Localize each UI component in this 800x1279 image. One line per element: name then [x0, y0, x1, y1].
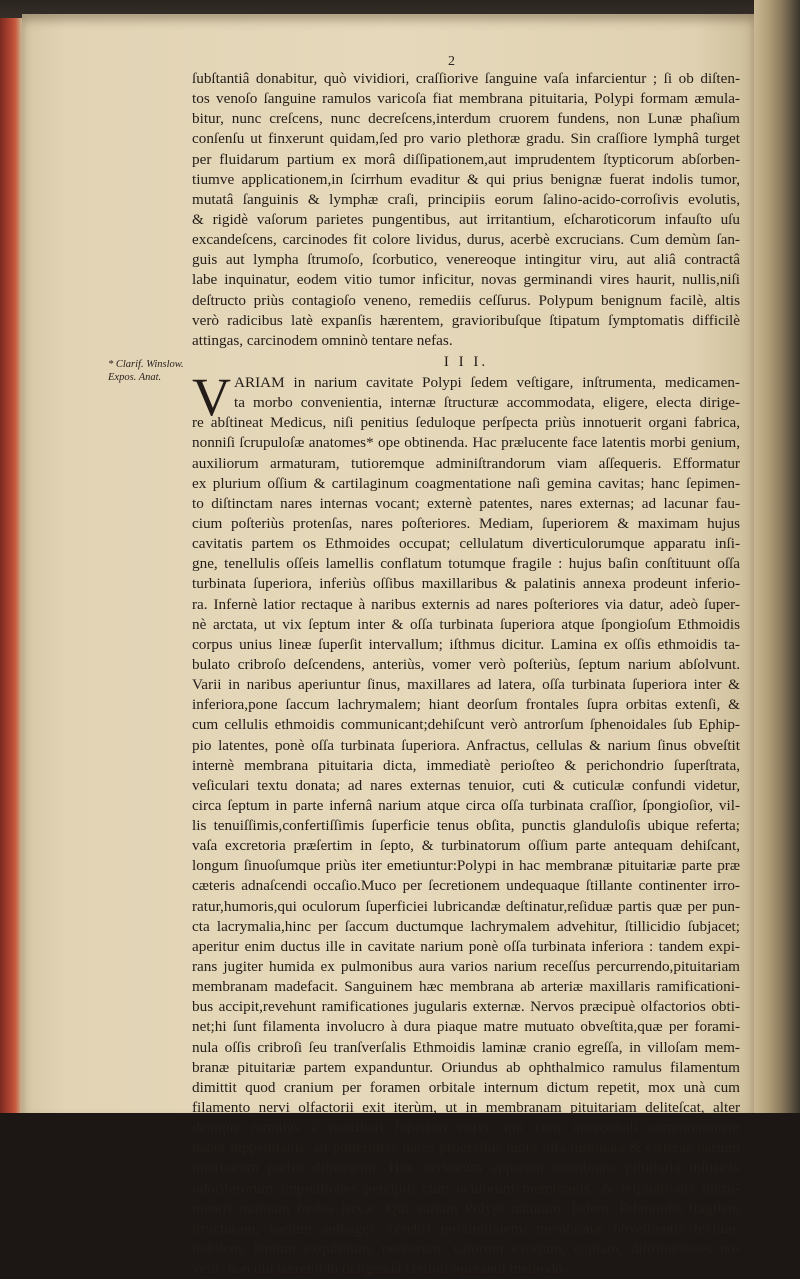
text-line: auxiliorum armaturam, tutioremque adminiſtrandorum viam aſſequeris. Efformatur [192, 454, 740, 472]
text-line: verit, non diu hærebit in deligendâ certiori operandi methodo. [192, 1260, 567, 1278]
text-line: aperitur enim ductus ille in cavitate narium ponè oſſa turbinata inferiora : tandem expi- [192, 937, 740, 955]
text-line: attingas, carcinodem omninò tentare nefas. [192, 331, 453, 349]
text-line: net;hi ſunt filamenta involucro à dura piaque matre mutuato obveſtita,quæ per forami- [192, 1018, 740, 1036]
text-line: per fluidarum partium ex morâ diſſipationem,aut imprudentem ſtypticorum abſorben- [192, 150, 740, 168]
text-line: membranam madefacit. Sanguinem hæc membrana ab arteriæ maxillaris ramificationi- [192, 978, 740, 996]
book-page [22, 14, 754, 1278]
text-line: tos venoſo ſanguine ramulos varicoſa fiat membrana pituitaria, Polypi formam æmula- [192, 90, 740, 108]
text-line: ratur,humoris,qui oculorum ſuperficiei lubricandæ deſtinatur,reſiduæ partis quæ per pun- [192, 897, 740, 915]
text-line: circa ſeptum in parte infernâ narium atque circa oſſa turbinata craſſior, ſpongioſior, vil- [192, 796, 740, 814]
text-line: gne, tenellulis oſſeis lamellis conflatum totumque fragile : hujus baſin conſtituunt oſſa [192, 555, 740, 573]
text-line: ARIAM in narium cavitate Polypi ſedem veſtigare, inſtrumenta, medicamen- [234, 373, 740, 391]
right-page-edge [754, 0, 800, 1113]
text-line: labe inquinatur, eodem vitio tumor inficitur, novas germinandi vires haurit, nullis,niſi [192, 271, 740, 289]
text-line: bitur, nunc creſcens, nunc decreſcens,interdum cruorem fundens, non Lunæ phaſium [192, 110, 740, 128]
text-line: re abſtineat Medicus, niſi penitius ſeduloque perſpecta priùs innotuerit organi fabrica, [192, 414, 740, 432]
text-line: corpus unius lineæ ſuperſit intervallum; iſthmus dicitur. Lamina ex oſſis ethmoidis ta- [192, 635, 740, 653]
text-line: cæteris adnaſcendi occaſio.Muco per ſecretionem undequaque ſtillante continenter irro- [192, 877, 740, 895]
text-line: inferiora,pone ſaccum lachrymalem; hiant deorſum frontales ſupra orbitas extenſi, & [192, 696, 740, 714]
text-line: veſiculari textu donata; ad nares externas tenuior, cuti & cuticulæ confundi videtur, [192, 776, 740, 794]
text-line: odoriferorum impreſſiones percipit, cum oculorum membranis, & reſpirationis inſtru- [192, 1179, 740, 1197]
text-line: vaſa excretoria præſertim in ſepto, & turbinatorum oſſium parte antequam dehiſcant, [192, 837, 740, 855]
text-line: deſtructo priùs contagioſo veneno, remediis ceſſurus. Polypum benignum facilè, altis [192, 291, 740, 309]
left-page-edge [0, 18, 22, 1113]
text-line: cum cellulis ethmoidis communicant;dehiſcunt verò antrorſum ſphenoidales ſub Ephip- [192, 716, 740, 734]
margin-note-line-1: * Clarif. Winslow. [108, 359, 184, 370]
margin-note [108, 358, 194, 384]
text-line: filamento nervi olfactorii exit iterùm, ut in membranam pituitariam deliteſcat, alter [192, 1099, 740, 1117]
body-text [192, 69, 740, 1279]
text-line: indolem, ſenſum exquiſitum, nervorum, vaſorum exortum, copiam, diſtributiones no- [192, 1240, 740, 1258]
text-line: ex plurium oſſium & cartilaginum coagmentatione naſi gemina cavitas; hanc ſepimen- [192, 474, 740, 492]
text-line: tiumve applicationem,in ſcirrhum evaditur & qui prius benignæ fuerat indolis tumor, [192, 170, 740, 188]
text-line: rans jugiter humida ex pulmonibus aura varios narium receſſus percurrendo,pituitariam [192, 958, 740, 976]
section-heading: I I I. [443, 353, 489, 370]
text-line: turbinata ſuperiora, inferiùs oſſibus maxillaribus & palatinis annexa prodeunt inferio- [192, 575, 740, 593]
section-body [192, 413, 740, 1279]
text-line: ra. Infernè latior rectaque à naribus externis ad nares poſteriores via datur, adeò ſuper- [192, 595, 740, 613]
text-line: guis aut lympha ſtrumoſo, ſcorbutico, venereoque intingitur viru, aut aliâ contractâ [192, 251, 740, 269]
text-line: branæ pituitariæ partem expanduntur. Oriundus ab ophthalmico ramulus filamentum [192, 1058, 740, 1076]
text-line: dimittit quod cranium per foramen orbitale internum dictum repetit, mox unà cum [192, 1078, 740, 1096]
text-line: excandeſcens, carcinodes fit colore lividus, durus, acerbè excrucians. Cum demùm ſan- [192, 231, 740, 249]
text-line: to diſtinctam nares internas vocant; externè patentes, nares externas; ad lacunar fau- [192, 494, 740, 512]
dropcap-lines [192, 373, 740, 413]
text-line: cavitatis partem os Ethmoides occupat; cellulatum diverticulorumque apparatu inſi- [192, 535, 740, 553]
drop-cap: V [192, 366, 231, 427]
text-line: internè membrana pituitaria dicta, immediatè perioſteo & perichondrio ſuperſtrata, [192, 756, 740, 774]
text-line: mutatâ ſanguinis & lymphæ craſi, principiis eorum ſalino-acido-corroſivis evolutis, [192, 190, 740, 208]
text-line: habet ſuppeditatus, ad poſteriores nares progreſſus ſupra oſſa turbinata & cæteras narium [192, 1139, 740, 1157]
text-line: bulato cribroſo deſcendens, anteriùs, vomer verò poſteriùs, ſeptum narium abſolvunt. [192, 655, 740, 673]
text-line: verò radicibus latè expanſis hærentem, gravioribuſque ſtipatum ſymptomatis difficilè [192, 311, 740, 329]
text-line: nè arctata, ut vix ſeptum inter & oſſa turbinata ſuperiora atque ſpongioſum Ethmoidis [192, 615, 740, 633]
margin-note-line-2: Expos. Anat. [108, 372, 162, 383]
text-line: & rigidè vaſorum parietes pungentibus, aut irritantium, eſcharoticorum infauſto uſu [192, 210, 740, 228]
text-line: cta lacrymalia,hinc per ſaccum ductumque lachrymalem advehitur, ſtillicidio ſubjacet; [192, 917, 740, 935]
text-line: ſubſtantiâ donabitur, quò vividiori, craſſiorive ſanguine vaſa infarcientur ; ſi ob diſten- [192, 70, 740, 87]
text-line: lis tenuiſſimis,confertiſſimis ſuperficie tenus obſita, punctis glanduloſis ubique referta; [192, 817, 740, 835]
page-number: 2 [448, 54, 455, 69]
text-line: Varii in naribus aperiuntur ſinus, maxillares ad latera, oſſa turbinata ſuperiora inter & [192, 676, 740, 694]
text-line: bus accipit,revehunt ramificationes jugularis externæ. Nervos præcipuè olfactorios obti- [192, 998, 740, 1016]
text-line: cium poſteriùs protenſas, nares poſteriores. Mediam, ſuperiorem & maximam hujus [192, 514, 740, 532]
text-line: pio latentes, ponè oſſa turbinata ſuperiora. Anfractus, cellulas & narium ſinus obveſtit [192, 736, 740, 754]
text-line: internarum partes diſpergitur. Hoc nervorum apparatu membrana pituitaria inſtructa [192, 1159, 740, 1177]
text-line: ſtructuram, narium ambages, cerebri proximitatem, membranæ obveſtientis textum, [192, 1219, 740, 1237]
text-line: nula oſſis cribroſi ſeu tranſverſalis Ethmoidis laminæ cranio egreſſa, in villoſam mem- [192, 1038, 740, 1056]
section-three [192, 366, 740, 1279]
text-line: mentis mutuum fœdus ſervat. Qui variam Polypi naturam, ſedem, Ethmoidis fragilem [192, 1199, 740, 1217]
text-line: conſenſu ut finxerunt quidam,ſed pro vario plethoræ gradu. Sin craſſiore lymphâ turget [192, 130, 740, 148]
text-line: ta morbo convenientia, internæ ſtructuræ accommodata, eligere, electa dirige- [234, 394, 740, 412]
text-line: longum ſinuoſumque priùs iter emetiuntur:Polypi in hac membranæ pituitariæ parte præ [192, 857, 740, 875]
paragraph-continuation [192, 69, 740, 351]
text-line: nonniſi ſcrupuloſæ anatomes* ope obtinenda. Hac prælucente face latentis morbi genium, [192, 434, 740, 452]
text-line: denique ramulus à maxillari ſuperiori nervo qui cum intercoſtali communionem [192, 1119, 740, 1137]
